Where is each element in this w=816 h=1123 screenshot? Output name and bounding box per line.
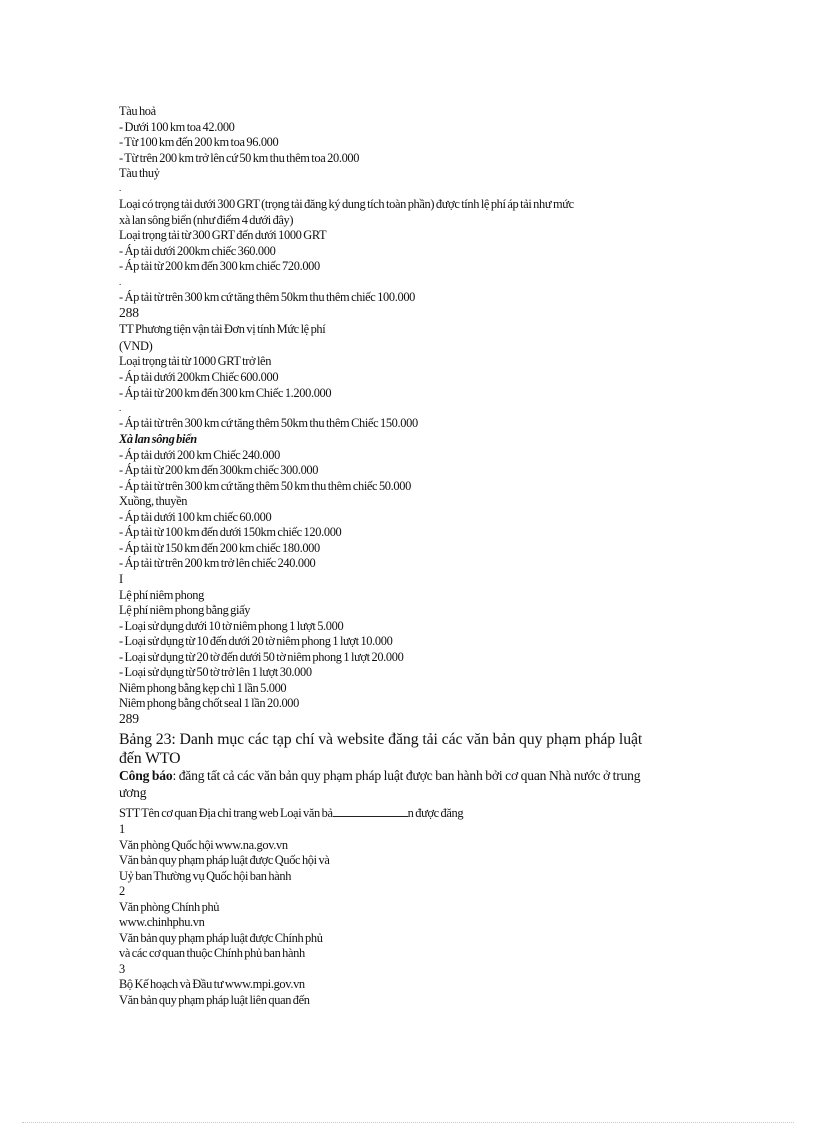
list-table-header — [119, 806, 463, 820]
entry-line: Văn bản quy phạm pháp luật liên quan đến — [119, 993, 310, 1007]
fee-line: Niêm phong bằng chốt seal 1 lần 20.000 — [119, 696, 299, 710]
cong-bao-text: : đăng tất cả các văn bản quy phạm pháp luật được ban hành bởi cơ quan Nhà nước ở trung — [172, 768, 641, 783]
section-heading-boat: Xuồng, thuyền — [119, 494, 188, 508]
fee-line: - Áp tải dưới 200km Chiếc 600.000 — [119, 370, 279, 384]
page-number: 289 — [119, 711, 139, 726]
fee-line: - Từ trên 200 km trở lên cứ 50 km thu thêm toa 20.000 — [119, 151, 360, 165]
fee-line: - Áp tải từ 200 km đến 300km chiếc 300.000 — [119, 463, 319, 477]
fee-line: - Loại sử dụng từ 50 tờ trở lên 1 lượt 30.000 — [119, 665, 312, 679]
fee-line: - Áp tải từ trên 200 km trở lên chiếc 240.000 — [119, 556, 316, 570]
fee-line: - Áp tải từ 150 km đến 200 km chiếc 180.000 — [119, 541, 320, 555]
fee-line: Niêm phong bằng kẹp chì 1 lần 5.000 — [119, 681, 287, 695]
table-title: Bảng 23: Danh mục các tạp chí và website đăng tải các văn bản quy phạm pháp luật — [119, 731, 643, 748]
header-text-after-blank: n được đăng — [407, 806, 464, 820]
cong-bao-label: Công báo — [119, 768, 173, 783]
dot-marker: . — [119, 183, 121, 193]
fee-line: - Áp tải từ 100 km đến dưới 150km chiếc 120.000 — [119, 525, 342, 539]
table-header-line: TT Phương tiện vận tải Đơn vị tính Mức lệ phí — [119, 322, 326, 336]
fee-line: - Loại sử dụng từ 10 đến dưới 20 tờ niêm phong 1 lượt 10.000 — [119, 634, 393, 648]
fee-line: - Áp tải từ trên 300 km cứ tăng thêm 50km thu thêm chiếc 100.000 — [119, 290, 416, 304]
section-heading-train: Tàu hoả — [119, 104, 156, 118]
fee-line: - Loại sử dụng dưới 10 tờ niêm phong 1 lượt 5.000 — [119, 619, 344, 633]
entry-number: 3 — [119, 962, 125, 976]
dot-marker: . — [119, 277, 121, 287]
entry-number: 1 — [119, 822, 125, 836]
subheading-line: Loại trọng tải từ 1000 GRT trở lên — [119, 354, 272, 368]
cong-bao-paragraph — [119, 768, 640, 784]
subheading-line: Lệ phí niêm phong bằng giấy — [119, 603, 251, 617]
entry-line: Văn phòng Quốc hội www.na.gov.vn — [119, 838, 288, 852]
paragraph-line: xà lan sông biển (như điểm 4 dưới đây) — [119, 213, 294, 227]
section-heading-seal: Lệ phí niêm phong — [119, 588, 204, 602]
entry-line: Bộ Kế hoạch và Đầu tư www.mpi.gov.vn — [119, 977, 305, 991]
table-title-continued: đến WTO — [119, 750, 181, 767]
fee-line: - Áp tải từ trên 300 km cứ tăng thêm 50 km thu thêm chiếc 50.000 — [119, 479, 411, 493]
fee-line: - Dưới 100 km toa 42.000 — [119, 120, 235, 134]
entry-line: Văn phòng Chính phủ — [119, 900, 220, 914]
fee-line: - Áp tải dưới 100 km chiếc 60.000 — [119, 510, 272, 524]
entry-line: và các cơ quan thuộc Chính phủ ban hành — [119, 946, 305, 960]
roman-numeral: I — [119, 572, 123, 586]
entry-number: 2 — [119, 884, 125, 898]
fee-line: - Áp tải dưới 200 km Chiếc 240.000 — [119, 448, 280, 462]
section-heading-barge: Xà lan sông biển — [119, 432, 197, 446]
paragraph-line: Loại có trọng tải dưới 300 GRT (trọng tải đăng ký dung tích toàn phần) được tính lệ phí áp tải như mức — [119, 197, 574, 211]
section-heading-ship: Tàu thuỷ — [119, 166, 160, 180]
entry-line: Uỷ ban Thường vụ Quốc hội ban hành — [119, 869, 292, 883]
cong-bao-paragraph-end: ương — [119, 785, 147, 800]
fee-line: - Áp tải từ trên 300 km cứ tăng thêm 50km thu thêm Chiếc 150.000 — [119, 416, 418, 430]
header-text-before-blank: STT Tên cơ quan Địa chỉ trang web Loại văn bả — [119, 806, 333, 820]
table-header-line: (VND) — [119, 339, 153, 353]
fee-line: - Từ 100 km đến 200 km toa 96.000 — [119, 135, 279, 149]
entry-line: www.chinhphu.vn — [119, 915, 205, 929]
fee-line: - Áp tải từ 200 km đến 300 km chiếc 720.000 — [119, 259, 320, 273]
page-number: 288 — [119, 305, 139, 320]
blank-underline — [333, 806, 408, 817]
entry-line: Văn bản quy phạm pháp luật được Quốc hội và — [119, 853, 330, 867]
entry-line: Văn bản quy phạm pháp luật được Chính phủ — [119, 931, 323, 945]
subheading-line: Loại trọng tải từ 300 GRT đến dưới 1000 GRT — [119, 228, 327, 242]
fee-line: - Loại sử dụng từ 20 tờ đến dưới 50 tờ niêm phong 1 lượt 20.000 — [119, 650, 404, 664]
fee-line: - Áp tải dưới 200km chiếc 360.000 — [119, 244, 276, 258]
dot-marker: . — [119, 403, 121, 413]
fee-line: - Áp tải từ 200 km đến 300 km Chiếc 1.200.000 — [119, 386, 332, 400]
